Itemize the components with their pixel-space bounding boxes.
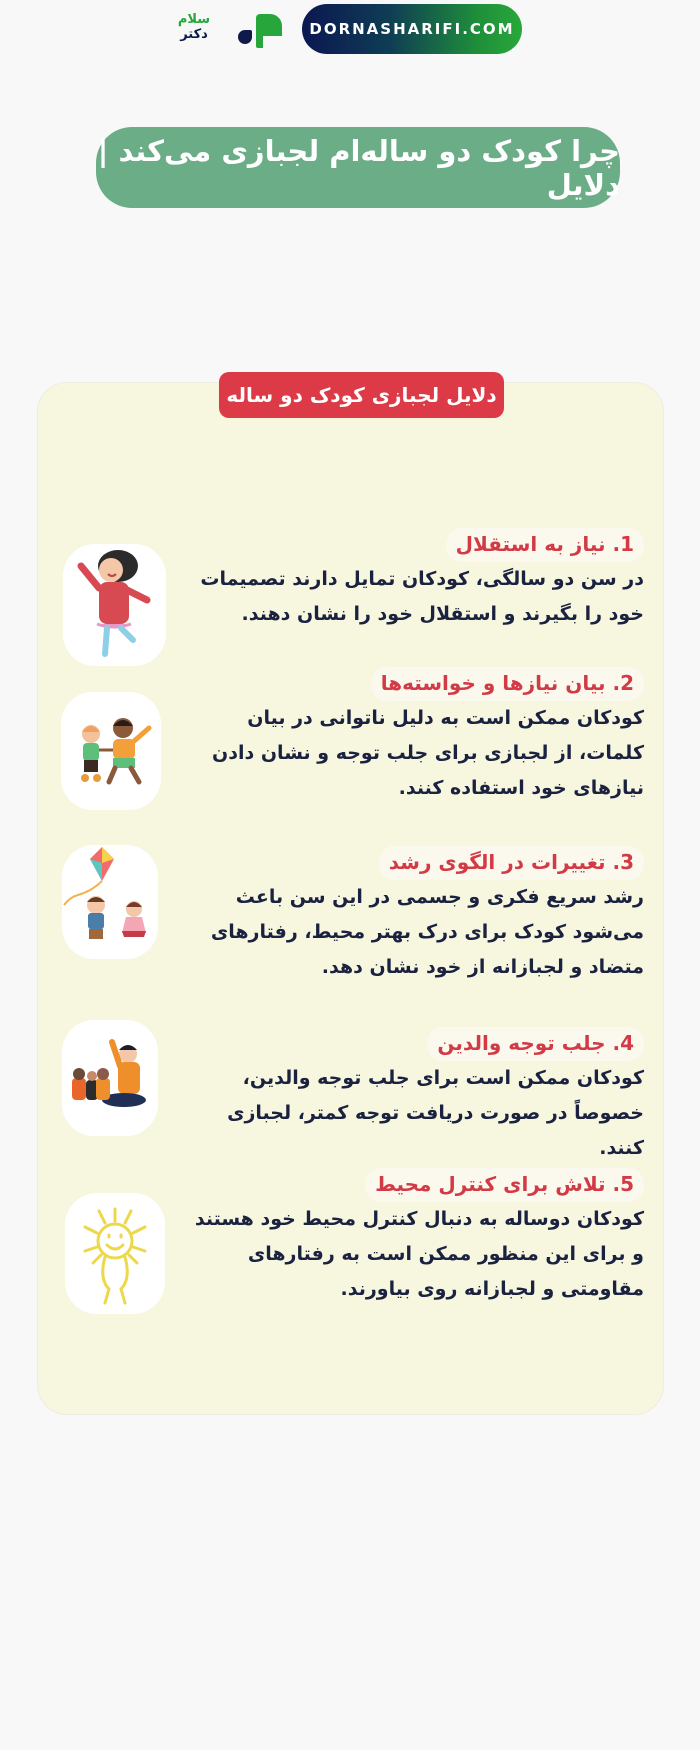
logo-dot-icon [238, 30, 252, 44]
reason-body: کودکان ممکن است به دلیل ناتوانی در بیان کلمات، از لجبازی برای جلب توجه و نشان دادن نیازهای خود استفاده کنند. [212, 707, 644, 799]
girl-jumping-icon [63, 544, 166, 666]
two-kids-running-illustration [61, 692, 161, 810]
kids-running-icon [61, 692, 161, 810]
reason-text [184, 528, 644, 632]
reason-heading: 3. تغییرات در الگوی رشد [379, 846, 644, 880]
sun-doodle-illustration [65, 1193, 165, 1314]
logo-leaf-icon [256, 14, 282, 48]
reason-body: کودکان دوساله به دنبال کنترل محیط خود هستند و برای این منظور ممکن است به رفتارهای مقاومتی و لجبازانه روی بیاورند. [194, 1208, 644, 1300]
sun-doodle-icon [65, 1193, 165, 1314]
reason-body: کودکان ممکن است برای جلب توجه والدین، خصوصاً در صورت دریافت توجه کمتر، لجبازی کنند. [227, 1067, 644, 1159]
parent-children-icon [62, 1020, 158, 1136]
kite-kids-icon [62, 845, 158, 959]
reason-heading: 2. بیان نیازها و خواسته‌ها [371, 667, 644, 701]
reason-text [184, 1027, 644, 1166]
girl-jumping-illustration [63, 544, 166, 666]
logo-text-line1: سلام [177, 12, 211, 27]
reason-body: رشد سریع فکری و جسمی در این سن باعث می‌شود کودک برای درک بهتر محیط، رفتارهای متضاد و لجبازانه از خود نشان دهد. [210, 886, 644, 978]
reason-heading: 4. جلب توجه والدین [427, 1027, 644, 1061]
kids-with-kite-illustration [62, 845, 158, 959]
section-tag: دلایل لجبازی کودک دو ساله [219, 372, 504, 418]
reason-text [184, 846, 644, 985]
reason-heading: 5. تلاش برای کنترل محیط [365, 1168, 644, 1202]
logo-wordmark [164, 12, 224, 46]
brand-bar [0, 4, 700, 54]
page-title: چرا کودک دو ساله‌ام لجبازی می‌کند | دلایل [96, 127, 620, 208]
reason-heading: 1. نیاز به استقلال [446, 528, 644, 562]
reason-text [184, 667, 644, 806]
reason-body: در سن دو سالگی، کودکان تمایل دارند تصمیمات خود را بگیرند و استقلال خود را نشان دهند. [200, 568, 644, 625]
website-link[interactable]: DORNASHARIFI.COM [302, 4, 522, 54]
reason-text [184, 1168, 644, 1307]
parent-with-children-illustration [62, 1020, 158, 1136]
logo-text-line2: دکتر [180, 27, 208, 42]
salam-doctor-logo[interactable] [164, 10, 282, 50]
